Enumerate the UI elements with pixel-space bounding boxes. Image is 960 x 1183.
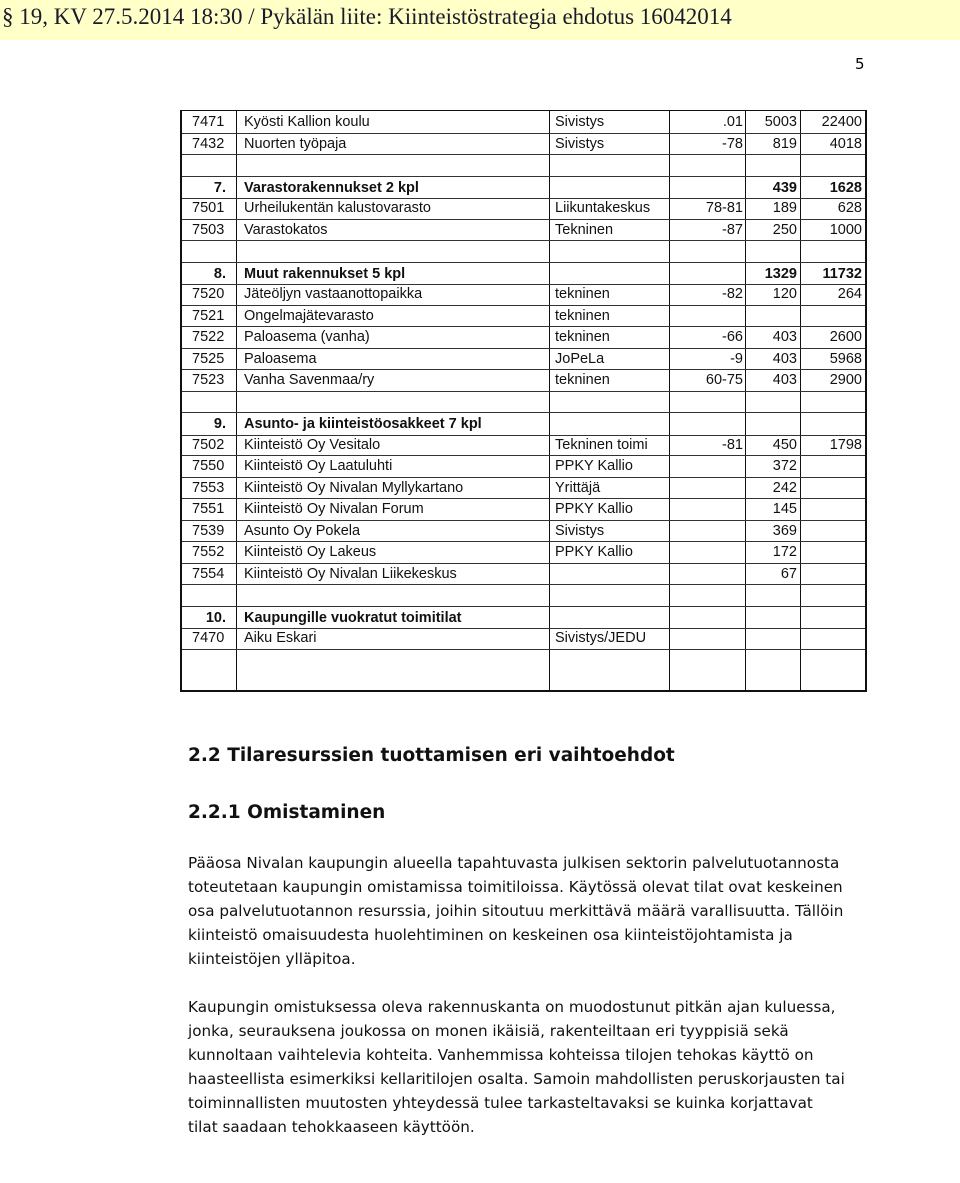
paragraph-line: jonka, seurauksena joukossa on monen ikäisiä, rakenteiltaan eri tyyppisiä sekä (188, 1022, 789, 1040)
row-area: 819 (772, 135, 797, 152)
paragraph-line: toteutetaan kaupungin omistamissa toimitiloissa. Käytössä olevat tilat ovat keskeinen (188, 878, 843, 896)
row-code: 7502 (192, 436, 225, 453)
row-volume: 5968 (829, 350, 862, 367)
paragraph-line: toiminnallisten muutosten yhteydessä tulee tarkasteltavaksi se kuinka korjattavat (188, 1094, 813, 1112)
row-code: 7539 (192, 522, 225, 539)
row-name: Kiinteistö Oy Nivalan Myllykartano (244, 479, 464, 496)
row-name: Kiinteistö Oy Laatuluhti (244, 458, 393, 474)
row-code: 7520 (192, 286, 225, 302)
table-spacer-row (182, 391, 865, 413)
row-year: -9 (730, 350, 743, 367)
row-department: PPKY Kallio (555, 501, 633, 517)
row-year: -66 (722, 329, 743, 345)
row-name: Varastokatos (244, 221, 328, 238)
row-area: 250 (772, 221, 797, 238)
row-name: Vanha Savenmaa/ry (244, 372, 375, 388)
table-row (182, 541, 865, 564)
row-department: Liikuntakeskus (555, 200, 651, 216)
row-area: 5003 (764, 114, 797, 130)
table-row (182, 498, 865, 521)
row-name: Aiku Eskari (244, 630, 317, 646)
paragraph-line: kunnoltaan vaihtelevia kohteita. Vanhemmissa kohteissa tilojen tehokas käyttö on (188, 1046, 814, 1064)
row-name: Kiinteistö Oy Nivalan Liikekeskus (244, 565, 457, 582)
row-department: PPKY Kallio (555, 544, 633, 560)
table-section-row (182, 412, 865, 436)
row-year: -87 (722, 221, 743, 238)
row-volume: 4018 (829, 135, 862, 152)
table-spacer-row (182, 584, 865, 606)
row-name: Nuorten työpaja (244, 135, 347, 152)
section-heading: 2.2 Tilaresurssien tuottamisen eri vaihtoehdot (188, 745, 675, 766)
row-name: Kaupungille vuokratut toimitilat (244, 609, 462, 626)
row-code: 7521 (192, 307, 225, 324)
row-name: Asunto- ja kiinteistöosakkeet 7 kpl (244, 416, 482, 432)
property-table (180, 110, 867, 692)
table-row (182, 520, 865, 543)
row-area: 450 (772, 436, 797, 453)
row-department: Sivistys/JEDU (555, 630, 647, 646)
row-volume: 11732 (822, 265, 862, 282)
document-header-banner: § 19, KV 27.5.2014 18:30 / Pykälän liite: Kiinteistöstrategia ehdotus 16042014 (0, 0, 960, 40)
paragraph-line: kiinteistö omaisuudesta huolehtiminen on keskeinen osa kiinteistöjohtamista ja (188, 926, 793, 944)
table-spacer-row (182, 154, 865, 176)
row-name: Kiinteistö Oy Lakeus (244, 544, 377, 560)
row-code: 7503 (192, 221, 225, 238)
table-row (182, 563, 865, 586)
row-department: tekninen (555, 329, 610, 345)
row-code: 9. (213, 416, 226, 432)
row-code: 7501 (192, 200, 225, 216)
row-area: 439 (772, 179, 797, 196)
row-name: Kyösti Kallion koulu (244, 114, 370, 130)
row-area: 403 (772, 372, 797, 388)
row-code: 10. (205, 609, 226, 626)
row-volume: 22400 (821, 114, 862, 130)
row-code: 7550 (192, 458, 225, 474)
paragraph-line: osa palvelutuotannon resurssia, joihin sitoutuu merkittävä määrä varallisuutta. Tällöin (188, 902, 844, 920)
row-code: 7432 (192, 135, 225, 152)
row-department: Sivistys (555, 522, 605, 539)
table-row (182, 477, 865, 500)
row-code: 7523 (192, 372, 225, 388)
table-row (182, 434, 865, 457)
paragraph-line: kiinteistöjen ylläpitoa. (188, 950, 356, 968)
table-row (182, 369, 865, 392)
paragraph-line: Kaupungin omistuksessa oleva rakennuskanta on muodostunut pitkän ajan kuluessa, (188, 998, 836, 1016)
row-volume: 264 (837, 286, 862, 302)
table-row (182, 283, 865, 306)
row-name: Paloasema (vanha) (244, 329, 370, 345)
row-year: 78-81 (705, 200, 743, 216)
table-row (182, 133, 865, 156)
row-volume: 1628 (829, 179, 862, 196)
table-row (182, 197, 865, 220)
table-row (182, 348, 865, 371)
row-name: Asunto Oy Pokela (244, 522, 361, 539)
row-area: 189 (772, 200, 797, 216)
row-code: 7554 (192, 565, 225, 582)
row-area: 242 (772, 479, 797, 496)
row-area: 172 (772, 544, 797, 560)
row-area: 403 (772, 350, 797, 367)
page-number: 5 (855, 55, 865, 73)
row-department: tekninen (555, 307, 610, 324)
row-volume: 1798 (829, 436, 862, 453)
row-name: Urheilukentän kalustovarasto (244, 200, 431, 216)
subsection-heading: 2.2.1 Omistaminen (188, 802, 386, 823)
row-name: Kiinteistö Oy Vesitalo (244, 436, 381, 453)
row-area: 1329 (764, 265, 797, 282)
paragraph-ownership (188, 851, 888, 971)
row-department: tekninen (555, 372, 610, 388)
table-row (182, 627, 865, 650)
row-name: Paloasema (244, 350, 317, 367)
table-spacer-row (182, 240, 865, 262)
row-year: 60-75 (705, 372, 743, 388)
table-row (182, 305, 865, 328)
row-code: 7525 (192, 350, 225, 367)
row-name: Jäteöljyn vastaanottopaikka (244, 286, 423, 302)
paragraph-line: Pääosa Nivalan kaupungin alueella tapahtuvasta julkisen sektorin palvelutuotannosta (188, 854, 840, 872)
table-section-row (182, 262, 865, 286)
row-area: 145 (772, 501, 797, 517)
paragraph-building-stock (188, 995, 888, 1139)
row-name: Kiinteistö Oy Nivalan Forum (244, 501, 424, 517)
row-department: Tekninen toimi (555, 436, 648, 453)
row-name: Ongelmajätevarasto (244, 307, 374, 324)
row-area: 403 (772, 329, 797, 345)
row-year: -81 (722, 436, 743, 453)
paragraph-line: haasteellista esimerkiksi kellaritilojen osalta. Samoin mahdollisten peruskorjausten tai (188, 1070, 845, 1088)
row-code: 7522 (192, 329, 225, 345)
row-area: 372 (772, 458, 797, 474)
row-volume: 2900 (829, 372, 862, 388)
row-department: Sivistys (555, 114, 605, 130)
row-volume: 2600 (829, 329, 862, 345)
row-department: Sivistys (555, 135, 605, 152)
table-row (182, 455, 865, 478)
row-department: PPKY Kallio (555, 458, 633, 474)
row-code: 7552 (192, 544, 225, 560)
row-code: 8. (213, 265, 226, 282)
row-code: 7551 (192, 501, 225, 517)
table-section-row (182, 606, 865, 630)
row-department: Yrittäjä (555, 479, 601, 496)
row-area: 120 (772, 286, 797, 302)
table-section-row (182, 176, 865, 200)
row-department: tekninen (555, 286, 610, 302)
table-row (182, 219, 865, 242)
row-code: 7471 (192, 114, 225, 130)
row-year: .01 (722, 114, 743, 130)
row-volume: 1000 (829, 221, 862, 238)
row-name: Varastorakennukset 2 kpl (244, 179, 419, 196)
row-volume: 628 (837, 200, 862, 216)
row-year: -82 (722, 286, 743, 302)
row-name: Muut rakennukset 5 kpl (244, 265, 406, 282)
row-code: 7470 (192, 630, 225, 646)
row-year: -78 (722, 135, 743, 152)
row-department: Tekninen (555, 221, 614, 238)
row-code: 7. (213, 179, 226, 196)
row-department: JoPeLa (555, 350, 605, 367)
table-row (182, 326, 865, 349)
paragraph-line: tilat saadaan tehokkaaseen käyttöön. (188, 1118, 475, 1136)
row-area: 369 (772, 522, 797, 539)
table-row (182, 111, 865, 134)
row-area: 67 (780, 565, 797, 582)
row-code: 7553 (192, 479, 225, 496)
